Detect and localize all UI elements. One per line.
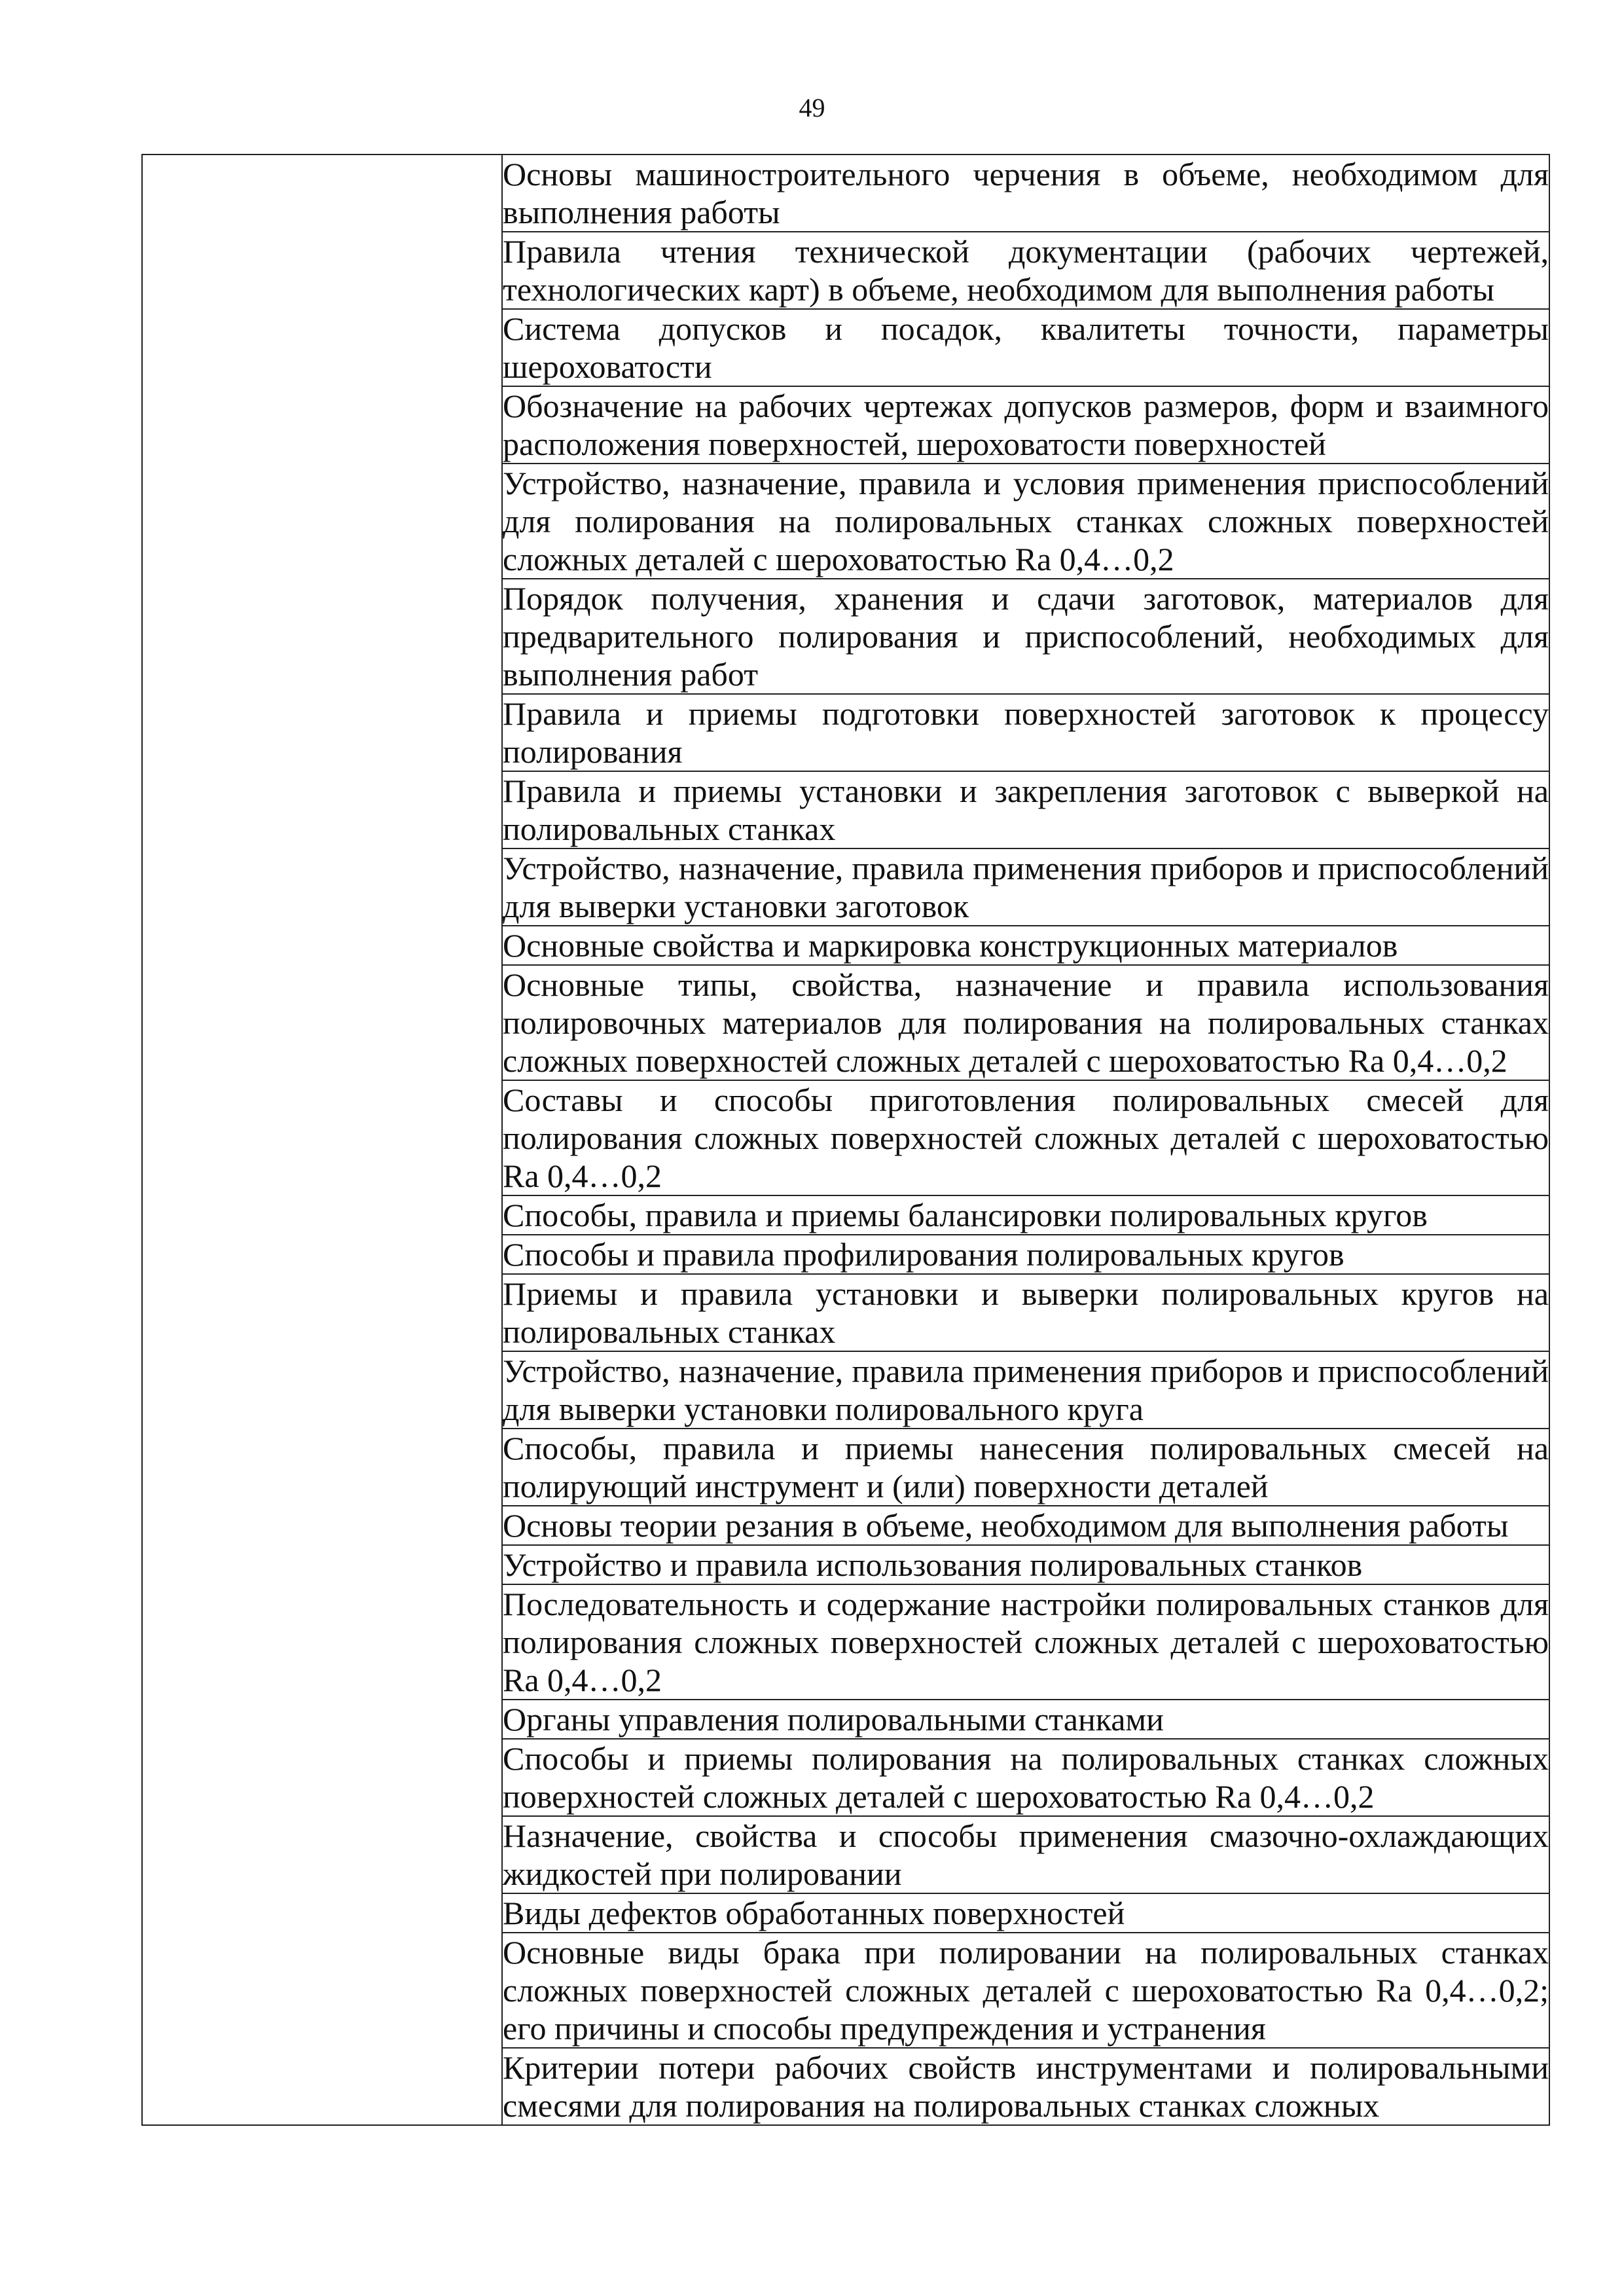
table-cell: Последовательность и содержание настройки полировальных станков для полирования сложных поверхностей сложных деталей с шероховатостью Ra 0,4…0,2 (503, 1586, 1549, 1698)
table-cell: Органы управления полировальными станками (502, 1700, 1549, 1739)
table-cell: Способы, правила и приемы нанесения полировальных смесей на полирующий инструмент и (или) поверхности деталей (503, 1430, 1549, 1504)
page-number: 49 (799, 93, 825, 122)
table-cell: Составы и способы приготовления полировальных смесей для полирования сложных поверхностей сложных деталей с шероховатостью Ra 0,4…0,2 (503, 1082, 1549, 1194)
table-cell: Правила чтения технической документации (рабочих чертежей, технологических карт) в объеме, необходимом для выполнения работы (503, 233, 1549, 308)
table-cell: Устройство и правила использования полировальных станков (502, 1545, 1549, 1584)
table-cell: Основы теории резания в объеме, необходимом для выполнения работы (502, 1506, 1549, 1545)
table-cell: Виды дефектов обработанных поверхностей (502, 1893, 1549, 1933)
requirements-table (141, 154, 1550, 2126)
table-cell: Устройство, назначение, правила и условия применения приспособлений для полирования на полировальных станках сложных поверхностей сложных деталей с шероховатостью Ra 0,4…0,2 (503, 465, 1549, 577)
table-cell: Назначение, свойства и способы применения смазочно-охлаждающих жидкостей при полировании (503, 1817, 1549, 1892)
table-cell: Основные виды брака при полировании на полировальных станках сложных поверхностей сложных деталей с шероховатостью Ra 0,4…0,2; его причины и способы предупреждения и устранения (503, 1934, 1549, 2047)
table-cell: Способы, правила и приемы балансировки полировальных кругов (502, 1195, 1549, 1235)
table-cell: Обозначение на рабочих чертежах допусков размеров, форм и взаимного расположения поверхностей, шероховатости поверхностей (503, 388, 1549, 462)
table-cell: Основные свойства и маркировка конструкционных материалов (502, 926, 1549, 965)
table-cell: Правила и приемы установки и закрепления заготовок с выверкой на полировальных станках (503, 773, 1549, 847)
table-cell: Устройство, назначение, правила применения приборов и приспособлений для выверки установки полировального круга (503, 1353, 1549, 1427)
table-cell: Система допусков и посадок, квалитеты точности, параметры шероховатости (503, 310, 1549, 385)
table-cell: Порядок получения, хранения и сдачи заготовок, материалов для предварительного полирования и приспособлений, необходимых для выполнения работ (503, 580, 1549, 693)
table-cell: Устройство, назначение, правила применения приборов и приспособлений для выверки установки заготовок (503, 850, 1549, 924)
table-row (142, 155, 1549, 232)
table-cell: Критерии потери рабочих свойств инструментами и полировальными смесями для полирования на полировальных станках сложных (503, 2049, 1549, 2124)
table-cell: Способы и приемы полирования на полировальных станках сложных поверхностей сложных деталей с шероховатостью Ra 0,4…0,2 (503, 1740, 1549, 1815)
table-cell: Приемы и правила установки и выверки полировальных кругов на полировальных станках (503, 1275, 1549, 1350)
table-cell: Основные типы, свойства, назначение и правила использования полировочных материалов для полирования на полировальных станках сложных поверхностей сложных деталей с шероховатостью Ra 0,4…0,2 (503, 966, 1549, 1079)
empty-left-column (142, 155, 502, 2125)
table-cell: Правила и приемы подготовки поверхностей заготовок к процессу полирования (503, 695, 1549, 770)
table-cell: Способы и правила профилирования полировальных кругов (502, 1235, 1549, 1274)
table-cell: Основы машиностроительного черчения в объеме, необходимом для выполнения работы (503, 156, 1549, 230)
